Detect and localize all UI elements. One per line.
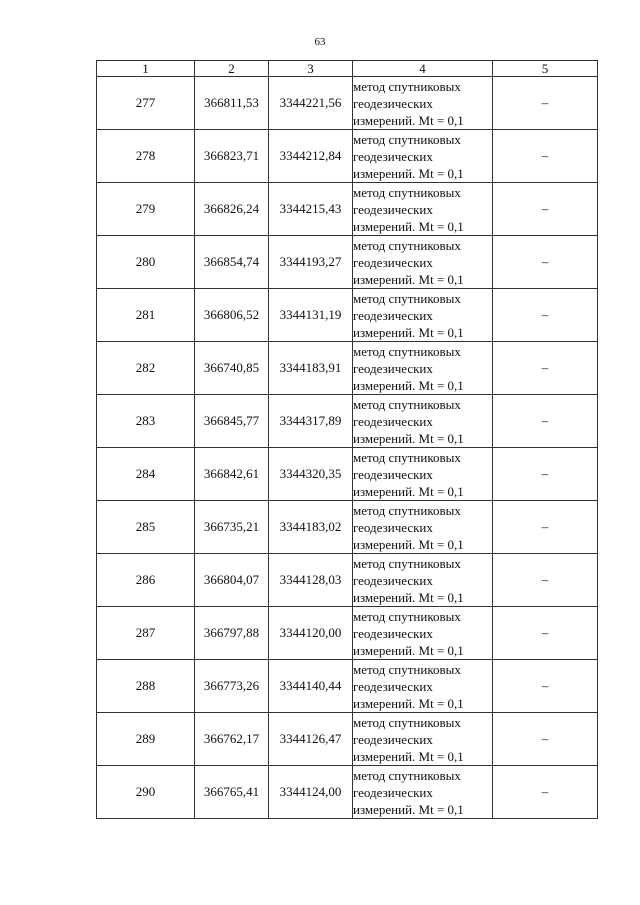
point-number-cell: 280 (97, 236, 195, 289)
note-cell: – (493, 395, 598, 448)
method-line-1: метод спутниковых (353, 184, 461, 200)
method-line-3: измерений. Mt = 0,1 (353, 218, 464, 234)
method-line-3: измерений. Mt = 0,1 (353, 536, 464, 552)
method-cell (353, 660, 493, 713)
table-row (97, 130, 598, 183)
x-coordinate-cell: 366740,85 (195, 342, 269, 395)
x-coordinate-cell: 366811,53 (195, 77, 269, 130)
method-line-2: геодезических (353, 519, 433, 535)
point-number-cell: 282 (97, 342, 195, 395)
method-line-3: измерений. Mt = 0,1 (353, 324, 464, 340)
note-cell: – (493, 501, 598, 554)
note-cell: – (493, 130, 598, 183)
table-header (97, 61, 598, 77)
method-line-3: измерений. Mt = 0,1 (353, 801, 464, 817)
method-line-2: геодезических (353, 254, 433, 270)
x-coordinate-cell: 366765,41 (195, 766, 269, 819)
y-coordinate-cell: 3344128,03 (269, 554, 353, 607)
note-cell: – (493, 448, 598, 501)
y-coordinate-cell: 3344124,00 (269, 766, 353, 819)
method-line-3: измерений. Mt = 0,1 (353, 483, 464, 499)
method-line-2: геодезических (353, 466, 433, 482)
x-coordinate-cell: 366762,17 (195, 713, 269, 766)
method-line-1: метод спутниковых (353, 661, 461, 677)
table-row (97, 607, 598, 660)
note-cell: – (493, 766, 598, 819)
table-row (97, 448, 598, 501)
y-coordinate-cell: 3344140,44 (269, 660, 353, 713)
point-number-cell: 283 (97, 395, 195, 448)
y-coordinate-cell: 3344183,91 (269, 342, 353, 395)
method-line-2: геодезических (353, 360, 433, 376)
table-row (97, 77, 598, 130)
coordinates-table (96, 60, 598, 819)
x-coordinate-cell: 366735,21 (195, 501, 269, 554)
header-col-3: 3 (269, 61, 353, 77)
method-line-2: геодезических (353, 625, 433, 641)
x-coordinate-cell: 366806,52 (195, 289, 269, 342)
method-line-1: метод спутниковых (353, 555, 461, 571)
y-coordinate-cell: 3344120,00 (269, 607, 353, 660)
method-line-2: геодезических (353, 95, 433, 111)
table-row (97, 713, 598, 766)
point-number-cell: 279 (97, 183, 195, 236)
method-line-1: метод спутниковых (353, 343, 461, 359)
y-coordinate-cell: 3344215,43 (269, 183, 353, 236)
y-coordinate-cell: 3344221,56 (269, 77, 353, 130)
method-line-3: измерений. Mt = 0,1 (353, 271, 464, 287)
method-cell (353, 607, 493, 660)
method-cell (353, 289, 493, 342)
x-coordinate-cell: 366773,26 (195, 660, 269, 713)
note-cell: – (493, 554, 598, 607)
method-line-1: метод спутниковых (353, 608, 461, 624)
method-line-3: измерений. Mt = 0,1 (353, 642, 464, 658)
method-cell (353, 183, 493, 236)
method-line-2: геодезических (353, 678, 433, 694)
table-row (97, 766, 598, 819)
y-coordinate-cell: 3344183,02 (269, 501, 353, 554)
method-cell (353, 448, 493, 501)
method-line-3: измерений. Mt = 0,1 (353, 695, 464, 711)
method-line-1: метод спутниковых (353, 237, 461, 253)
point-number-cell: 278 (97, 130, 195, 183)
method-cell (353, 236, 493, 289)
table-row (97, 342, 598, 395)
point-number-cell: 277 (97, 77, 195, 130)
x-coordinate-cell: 366845,77 (195, 395, 269, 448)
x-coordinate-cell: 366854,74 (195, 236, 269, 289)
note-cell: – (493, 236, 598, 289)
method-cell (353, 77, 493, 130)
header-col-5: 5 (493, 61, 598, 77)
method-line-1: метод спутниковых (353, 131, 461, 147)
x-coordinate-cell: 366823,71 (195, 130, 269, 183)
table-row (97, 501, 598, 554)
method-cell (353, 501, 493, 554)
table-row (97, 554, 598, 607)
y-coordinate-cell: 3344320,35 (269, 448, 353, 501)
y-coordinate-cell: 3344212,84 (269, 130, 353, 183)
note-cell: – (493, 77, 598, 130)
method-line-2: геодезических (353, 307, 433, 323)
y-coordinate-cell: 3344126,47 (269, 713, 353, 766)
point-number-cell: 288 (97, 660, 195, 713)
method-cell (353, 342, 493, 395)
point-number-cell: 284 (97, 448, 195, 501)
method-cell (353, 766, 493, 819)
method-line-3: измерений. Mt = 0,1 (353, 377, 464, 393)
table-row (97, 660, 598, 713)
table-row (97, 236, 598, 289)
header-row (97, 61, 598, 77)
table-row (97, 289, 598, 342)
method-line-3: измерений. Mt = 0,1 (353, 165, 464, 181)
y-coordinate-cell: 3344193,27 (269, 236, 353, 289)
method-line-2: геодезических (353, 784, 433, 800)
table-row (97, 395, 598, 448)
y-coordinate-cell: 3344131,19 (269, 289, 353, 342)
page-number: 63 (314, 36, 326, 48)
method-line-1: метод спутниковых (353, 502, 461, 518)
point-number-cell: 285 (97, 501, 195, 554)
method-line-2: геодезических (353, 413, 433, 429)
header-col-2: 2 (195, 61, 269, 77)
point-number-cell: 286 (97, 554, 195, 607)
method-line-3: измерений. Mt = 0,1 (353, 589, 464, 605)
note-cell: – (493, 660, 598, 713)
method-line-1: метод спутниковых (353, 449, 461, 465)
note-cell: – (493, 713, 598, 766)
table-body (97, 77, 598, 819)
method-cell (353, 130, 493, 183)
table-row (97, 183, 598, 236)
method-line-1: метод спутниковых (353, 396, 461, 412)
method-line-3: измерений. Mt = 0,1 (353, 112, 464, 128)
method-line-1: метод спутниковых (353, 714, 461, 730)
point-number-cell: 287 (97, 607, 195, 660)
note-cell: – (493, 289, 598, 342)
note-cell: – (493, 607, 598, 660)
method-cell (353, 395, 493, 448)
method-line-3: измерений. Mt = 0,1 (353, 430, 464, 446)
method-line-1: метод спутниковых (353, 78, 461, 94)
x-coordinate-cell: 366842,61 (195, 448, 269, 501)
method-cell (353, 713, 493, 766)
x-coordinate-cell: 366804,07 (195, 554, 269, 607)
method-line-2: геодезических (353, 148, 433, 164)
method-line-2: геодезических (353, 572, 433, 588)
y-coordinate-cell: 3344317,89 (269, 395, 353, 448)
method-line-2: геодезических (353, 731, 433, 747)
point-number-cell: 281 (97, 289, 195, 342)
note-cell: – (493, 342, 598, 395)
header-col-1: 1 (97, 61, 195, 77)
method-line-1: метод спутниковых (353, 290, 461, 306)
method-cell (353, 554, 493, 607)
point-number-cell: 289 (97, 713, 195, 766)
x-coordinate-cell: 366797,88 (195, 607, 269, 660)
x-coordinate-cell: 366826,24 (195, 183, 269, 236)
method-line-1: метод спутниковых (353, 767, 461, 783)
method-line-2: геодезических (353, 201, 433, 217)
note-cell: – (493, 183, 598, 236)
method-line-3: измерений. Mt = 0,1 (353, 748, 464, 764)
point-number-cell: 290 (97, 766, 195, 819)
header-col-4: 4 (353, 61, 493, 77)
